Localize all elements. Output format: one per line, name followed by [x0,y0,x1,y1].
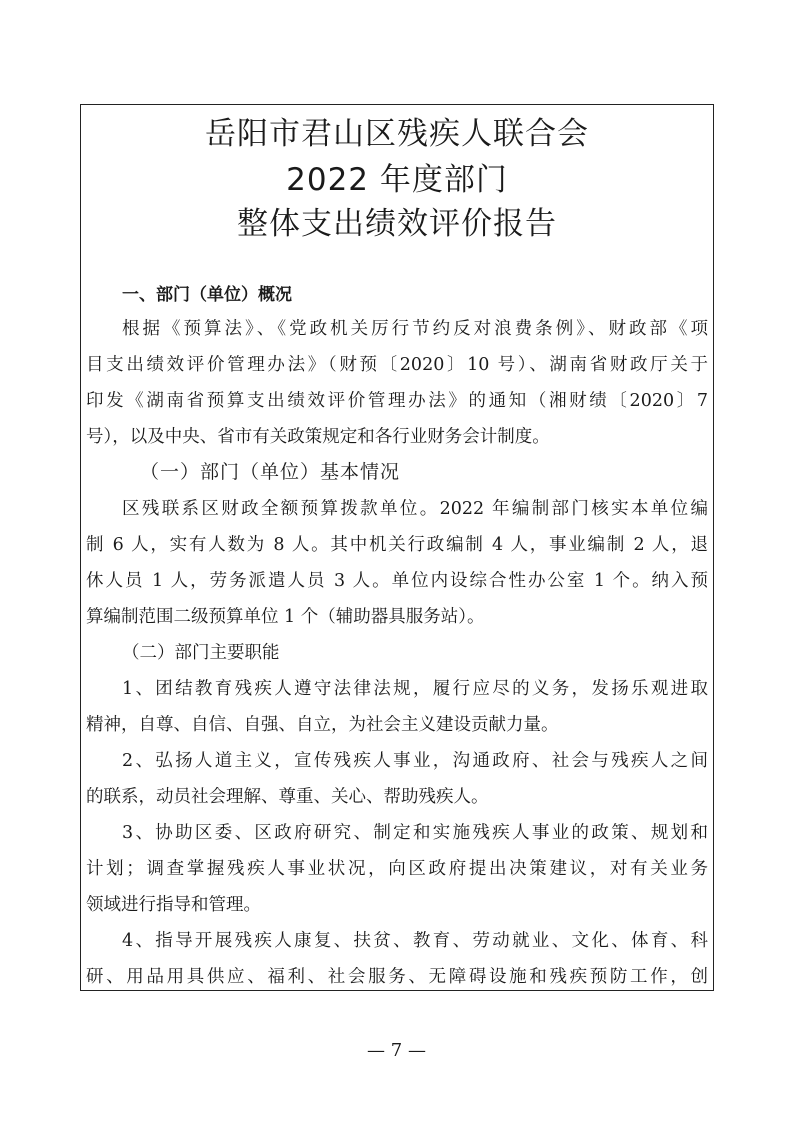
paragraph-line: 算编制范围二级预算单位 1 个（辅助器具服务站）。 [86,607,485,627]
page-number: — 7 — [367,1040,426,1061]
paragraph-line: 精神，自尊、自信、自强、自立，为社会主义建设贡献力量。 [86,715,559,735]
paragraph-line: 1、团结教育残疾人遵守法律法规，履行应尽的义务，发扬乐观进取 [122,679,708,699]
subsection-heading: （二）部门主要职能 [122,643,280,663]
subsection-heading: （一）部门（单位）基本情况 [140,461,401,483]
paragraph-line: 研、用品用具供应、福利、社会服务、无障碍设施和残疾预防工作，创 [86,967,708,987]
doc-title-line1: 岳阳市君山区残疾人联合会 [205,116,589,152]
paragraph-line: 区残联系区财政全额预算拨款单位。2022 年编制部门核实本单位编 [122,499,708,519]
paragraph-line: 领域进行指导和管理。 [86,895,261,915]
paragraph-line: 的联系，动员社会理解、尊重、关心、帮助残疾人。 [86,787,489,807]
paragraph-line: 3、协助区委、区政府研究、制定和实施残疾人事业的政策、规划和 [122,823,708,843]
paragraph-line: 印发《湖南省预算支出绩效评价管理办法》的通知（湘财绩〔2020〕7 [86,391,708,411]
paragraph-line: 根据《预算法》、《党政机关厉行节约反对浪费条例》、财政部《项 [122,319,708,339]
paragraph-line: 休人员 1 人，劳务派遣人员 3 人。单位内设综合性办公室 1 个。纳入预 [86,571,708,591]
paragraph-line: 号），以及中央、省市有关政策规定和各行业财务会计制度。 [86,427,550,447]
paragraph-line: 4、指导开展残疾人康复、扶贫、教育、劳动就业、文化、体育、科 [122,931,708,951]
paragraph-line: 目支出绩效评价管理办法》（财预〔2020〕10 号）、湖南省财政厅关于 [86,355,708,375]
doc-title-line3: 整体支出绩效评价报告 [237,206,557,242]
paragraph-line: 计划；调查掌握残疾人事业状况，向区政府提出决策建议，对有关业务 [86,859,708,879]
section-heading: 一、部门（单位）概况 [122,285,292,305]
doc-title-line2: 2022 年度部门 [286,162,508,198]
paragraph-line: 2、弘扬人道主义，宣传残疾人事业，沟通政府、社会与残疾人之间 [122,751,708,771]
paragraph-line: 制 6 人，实有人数为 8 人。其中机关行政编制 4 人，事业编制 2 人，退 [86,535,708,555]
